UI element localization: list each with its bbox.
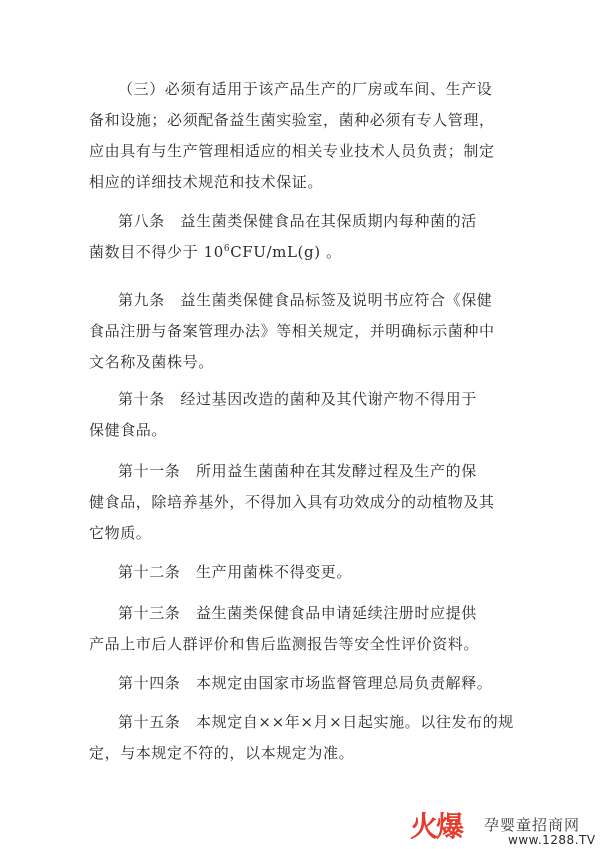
text-line: （三）必须有适用于该产品生产的厂房或车间、生产设: [118, 80, 493, 98]
text-line: 第九条 益生菌类保健食品标签及说明书应符合《保健: [118, 291, 493, 309]
text-line: 它物质。: [89, 524, 152, 542]
text-line: 文名称及菌株号。: [89, 353, 214, 371]
site-watermark: [410, 812, 600, 849]
text-line: 定，与本规定不符的，以本规定为准。: [89, 744, 355, 762]
text-line-with-superscript: [89, 241, 342, 262]
text-line: 产品上市后人群评价和售后监测报告等安全性评价资料。: [89, 635, 480, 653]
watermark-logo: 火爆: [410, 810, 463, 843]
text-line: 第十一条 所用益生菌菌种在其发酵过程及生产的保: [118, 462, 477, 480]
text-line: 第八条 益生菌类保健食品在其保质期内每种菌的活: [118, 212, 477, 230]
text-line: 应由具有与生产管理相适应的相关专业技术人员负责；制定: [89, 142, 495, 160]
text-segment: CFU/mL(g) 。: [230, 243, 342, 261]
text-line: 食品注册与备案管理办法》等相关规定，并明确标示菌种中: [89, 322, 495, 340]
text-line: 第十二条 生产用菌株不得变更。: [118, 563, 353, 581]
text-line: 健食品，除培养基外，不得加入具有功效成分的动植物及其: [89, 493, 495, 511]
text-line: 第十三条 益生菌类保健食品申请延续注册时应提供: [118, 604, 477, 622]
text-segment: 菌数目不得少于 10: [89, 243, 224, 261]
text-line: 第十条 经过基因改造的菌种及其代谢产物不得用于: [118, 390, 477, 408]
superscript-exponent: 6: [223, 244, 231, 254]
text-line: 第十五条 本规定自××年×月×日起实施。以往发布的规: [118, 713, 514, 731]
watermark-site-name: 孕婴童招商网: [484, 816, 581, 834]
text-line: 相应的详细技术规范和技术保证。: [89, 173, 324, 191]
text-line: 保健食品。: [89, 421, 168, 439]
text-line: 第十四条 本规定由国家市场监督管理总局负责解释。: [118, 674, 493, 692]
text-line: 备和设施；必须配备益生菌实验室，菌种必须有专人管理，: [89, 111, 495, 129]
watermark-url: www.1288.TV: [508, 833, 596, 847]
